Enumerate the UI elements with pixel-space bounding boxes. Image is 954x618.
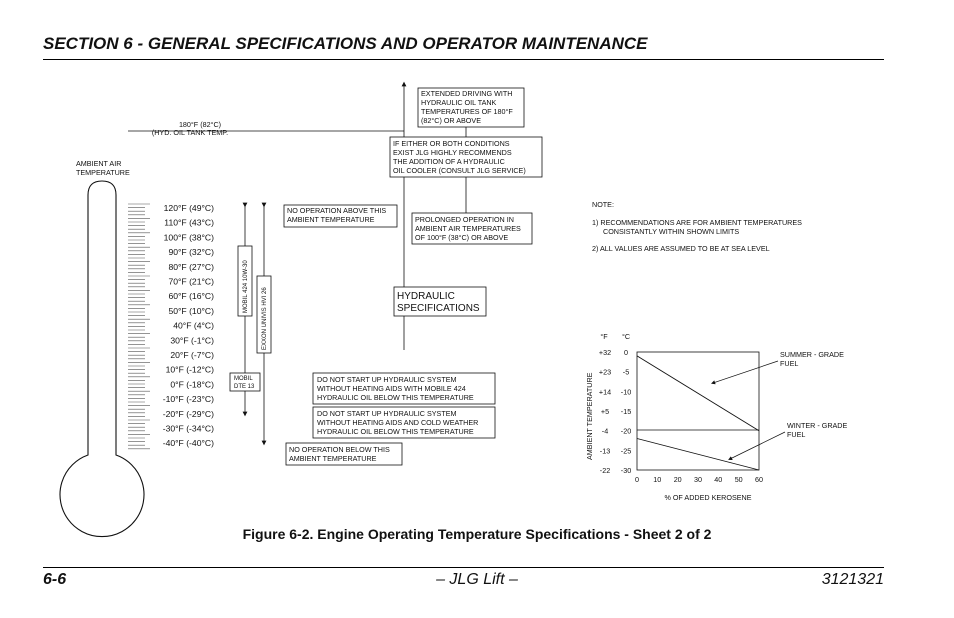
series-label: SUMMER - GRADE	[780, 350, 844, 359]
extended-driving-line-4: (82°C) OR ABOVE	[421, 116, 481, 125]
y-tick-label-c: -5	[622, 367, 630, 377]
y-axis-label: AMBIENT TEMPERATURE	[585, 372, 594, 460]
y-tick-label-c: 0	[624, 348, 628, 357]
y-tick-label-f: +32	[598, 348, 612, 357]
x-tick-label: 30	[694, 475, 702, 484]
temperature-scale-label: 90°F (32°C)	[168, 247, 214, 258]
no-start-mobil-line-1: DO NOT START UP HYDRAULIC SYSTEM	[317, 375, 457, 384]
temperature-scale-label: 110°F (43°C)	[164, 217, 214, 228]
series-line-0	[637, 356, 759, 431]
temperature-scale-label: 0°F (-18°C)	[170, 379, 214, 390]
series-line-1	[637, 439, 759, 471]
mobil-dte-line-2: DTE 13	[234, 384, 255, 390]
series-leader-0	[713, 361, 778, 383]
y-tick-label-c: -30	[620, 466, 632, 475]
note-1-line-2: CONSISTANTLY WITHIN SHOWN LIMITS	[603, 227, 740, 236]
y-unit-c: °C	[621, 332, 631, 341]
no-start-mobil-line-2: WITHOUT HEATING AIDS WITH MOBILE 424	[317, 384, 466, 393]
no-start-cold-line-2: WITHOUT HEATING AIDS AND COLD WEATHER	[317, 418, 479, 427]
extended-driving-line-1: EXTENDED DRIVING WITH	[421, 89, 513, 98]
temperature-scale-label: 20°F (-7°C)	[170, 350, 214, 360]
temperature-scale-label: 60°F (16°C)	[168, 291, 214, 302]
prolonged-operation-line-1: PROLONGED OPERATION IN	[415, 215, 514, 224]
figure-caption: Figure 6-2. Engine Operating Temperature Specifications - Sheet 2 of 2	[242, 526, 712, 542]
y-tick-label-f: +23	[598, 367, 612, 377]
footer-rule	[43, 567, 884, 568]
exxon-label: EXXON UNIVIS HVI 26	[262, 287, 268, 350]
y-tick-label-c: -20	[620, 426, 632, 436]
series-label: WINTER - GRADE	[787, 421, 848, 430]
ambient-label-line-1: AMBIENT AIR	[76, 159, 122, 168]
mobil-424-label: MOBIL 424 10W-30	[243, 260, 249, 313]
oil-cooler-line-1: IF EITHER OR BOTH CONDITIONS	[393, 139, 510, 148]
temperature-scale-label: 80°F (27°C)	[168, 261, 214, 272]
series-label: FUEL	[780, 359, 799, 368]
temperature-scale-label: 50°F (10°C)	[168, 305, 214, 316]
no-operation-below-line-1: NO OPERATION BELOW THIS	[289, 445, 390, 454]
hydraulic-specs-line-2: SPECIFICATIONS	[397, 303, 480, 314]
temperature-scale-label: 10°F (-12°C)	[165, 364, 214, 375]
note-1-line-1: 1) RECOMMENDATIONS ARE FOR AMBIENT TEMPERATURES	[592, 218, 802, 227]
oil-tank-temp-line-1: 180°F (82°C)	[178, 120, 222, 129]
temperature-scale-label: -40°F (-40°C)	[162, 438, 214, 449]
thermometer-scale-ticks	[128, 204, 150, 449]
x-tick-label: 50	[734, 475, 743, 484]
temperature-scale-label: -20°F (-29°C)	[162, 408, 214, 419]
kerosene-chart	[585, 332, 847, 502]
y-tick-label-f: -4	[601, 426, 609, 436]
chart-frame	[637, 352, 759, 470]
no-operation-above-line-2: AMBIENT TEMPERATURE	[287, 215, 375, 224]
no-operation-below-line-2: AMBIENT TEMPERATURE	[289, 454, 377, 463]
series-leader-1	[730, 432, 785, 459]
prolonged-operation-line-2: AMBIENT AIR TEMPERATURES	[415, 224, 521, 233]
extended-driving-line-3: TEMPERATURES OF 180°F	[421, 107, 513, 116]
temperature-scale-label: -10°F (-23°C)	[162, 394, 214, 405]
y-tick-label-c: -25	[620, 446, 632, 456]
footer-brand: – JLG Lift –	[436, 571, 518, 588]
x-tick-label: 40	[714, 475, 723, 484]
x-tick-label: 20	[673, 475, 682, 484]
section-title: SECTION 6 - GENERAL SPECIFICATIONS AND OPERATOR MAINTENANCE	[43, 34, 648, 53]
doc-number: 3121321	[821, 571, 884, 588]
temperature-scale-label: 30°F (-1°C)	[170, 335, 214, 346]
y-tick-label-c: -10	[620, 387, 632, 397]
temperature-scale-label: 70°F (21°C)	[168, 276, 214, 287]
oil-cooler-line-2: EXIST JLG HIGHLY RECOMMENDS	[393, 148, 512, 157]
y-tick-label-f: +14	[598, 387, 612, 397]
x-tick-label: 0	[635, 475, 639, 484]
oil-cooler-line-3: THE ADDITION OF A HYDRAULIC	[393, 157, 505, 166]
temperature-scale-label: 120°F (49°C)	[163, 203, 214, 213]
note-2: 2) ALL VALUES ARE ASSUMED TO BE AT SEA LEVEL	[592, 244, 770, 253]
ambient-label-line-2: TEMPERATURE	[76, 168, 130, 177]
temperature-scale-label: -30°F (-34°C)	[162, 423, 214, 434]
prolonged-operation-line-3: OF 100°F (38°C) OR ABOVE	[415, 233, 509, 242]
no-start-cold-line-3: HYDRAULIC OIL BELOW THIS TEMPERATURE	[317, 427, 474, 436]
series-label: FUEL	[787, 430, 806, 439]
x-tick-label: 60	[755, 475, 763, 484]
hydraulic-specs-line-1: HYDRAULIC	[397, 291, 455, 302]
y-tick-label-c: -15	[620, 407, 632, 416]
y-tick-label-f: -22	[599, 466, 611, 475]
no-start-mobil-line-3: HYDRAULIC OIL BELOW THIS TEMPERATURE	[317, 393, 474, 402]
x-tick-label: 10	[653, 475, 662, 484]
page-number: 6-6	[43, 571, 67, 588]
note-heading: NOTE:	[592, 200, 614, 209]
temperature-scale-label: 40°F (4°C)	[173, 320, 214, 331]
oil-tank-temp-line-2: (HYD. OIL TANK TEMP.	[151, 128, 229, 137]
x-axis-label: % OF ADDED KEROSENE	[664, 493, 752, 502]
extended-driving-line-2: HYDRAULIC OIL TANK	[421, 98, 497, 107]
y-tick-label-f: +5	[600, 407, 610, 416]
y-tick-label-f: -13	[599, 446, 611, 456]
no-start-cold-line-1: DO NOT START UP HYDRAULIC SYSTEM	[317, 409, 457, 418]
mobil-dte-line-1: MOBIL	[234, 376, 253, 382]
temperature-scale-labels	[163, 203, 214, 448]
y-unit-f: °F	[600, 332, 608, 341]
oil-cooler-line-4: OIL COOLER (CONSULT JLG SERVICE)	[393, 166, 526, 175]
temperature-scale-label: 100°F (38°C)	[163, 232, 214, 243]
no-operation-above-line-1: NO OPERATION ABOVE THIS	[287, 206, 387, 215]
